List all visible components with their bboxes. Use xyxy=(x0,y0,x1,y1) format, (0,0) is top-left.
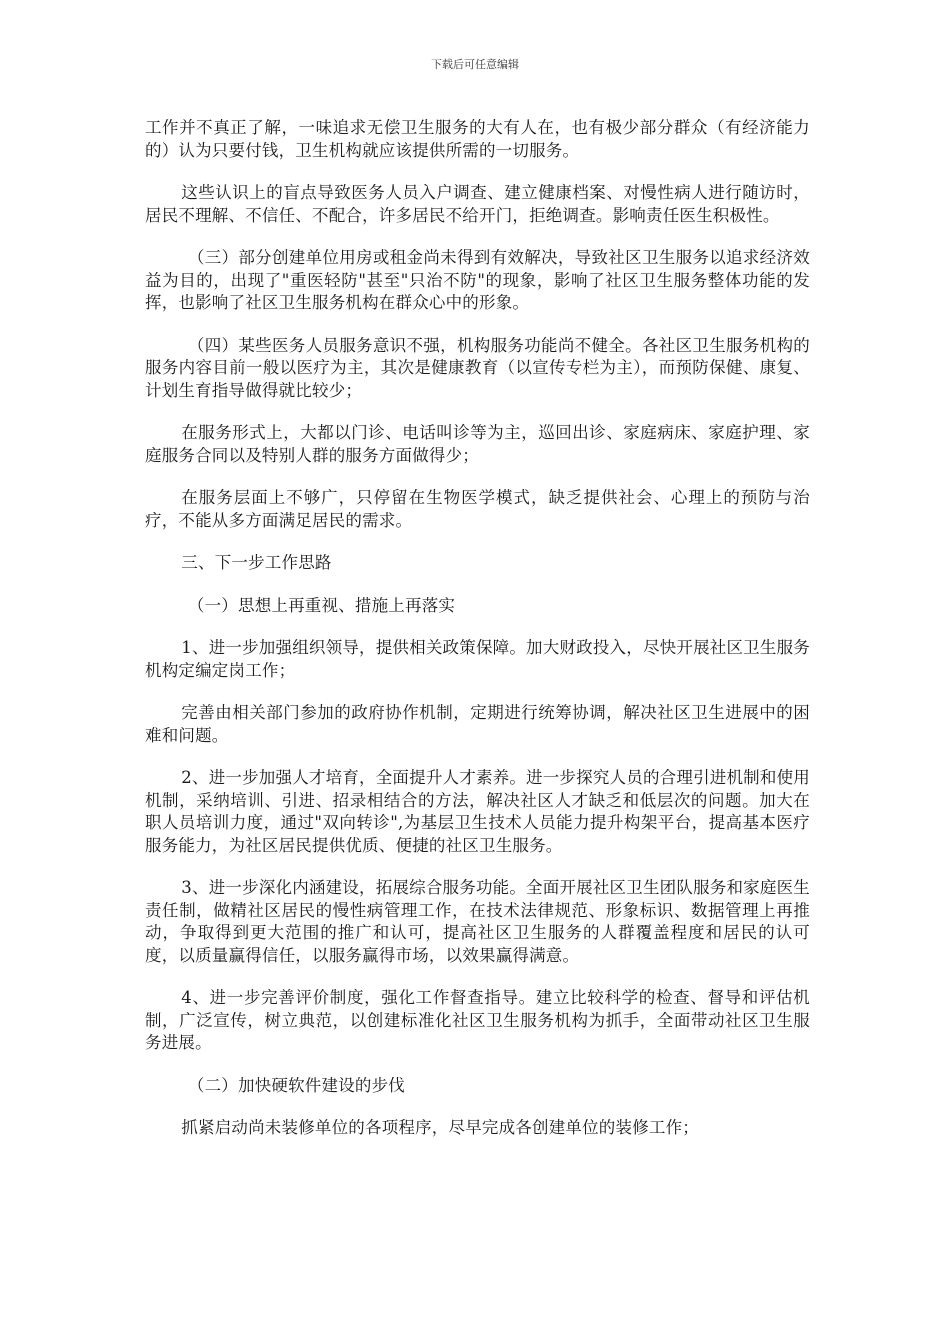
paragraph-item-1: 1、进一步加强组织领导，提供相关政策保障。加大财政投入，尽快开展社区卫生服务机构定编定岗工作； xyxy=(145,638,810,680)
paragraph-item-3: 3、进一步深化内涵建设，拓展综合服务功能。全面开展社区卫生团队服务和家庭医生责任制，做精社区居民的慢性病管理工作，在技术法律规范、形象标识、数据管理上再推动，争取得到更大范围的推广和认可，提高社区卫生服务的人群覆盖程度和居民的认可度，以质量赢得信任，以服务赢得市场，以效果赢得满意。 xyxy=(145,878,810,965)
document-body xyxy=(145,117,810,1160)
subsection-heading-1: （一）思想上再重视、措施上再落实 xyxy=(187,595,456,615)
paragraph-renovation: 抓紧启动尚未装修单位的各项程序，尽早完成各创建单位的装修工作； xyxy=(181,1118,699,1137)
paragraph-awareness-blindspots: 这些认识上的盲点导致医务人员入户调查、建立健康档案、对慢性病人进行随访时，居民不理解、不信任、不配合，许多居民不给开门，拒绝调查。影响责任医生积极性。 xyxy=(145,183,810,225)
paragraph-continued: 工作并不真正了解，一味追求无偿卫生服务的大有人在，也有极少部分群众（有经济能力的）认为只要付钱，卫生机构就应该提供所需的一切服务。 xyxy=(145,118,810,160)
paragraph-item-2: 2、进一步加强人才培育，全面提升人才素养。进一步探究人员的合理引进机制和使用机制，采纳培训、引进、招录相结合的方法，解决社区人才缺乏和低层次的问题。加大在职人员培训力度，通过"双向转诊",为基层卫生技术人员能力提升构架平台，提高基本医疗服务能力，为社区居民提供优质、便捷的社区卫生服务。 xyxy=(145,768,810,855)
paragraph-coordination: 完善由相关部门参加的政府协作机制，定期进行统筹协调，解决社区卫生进展中的困难和问题。 xyxy=(145,703,810,745)
paragraph-issue-3: （三）部分创建单位用房或租金尚未得到有效解决，导致社区卫生服务以追求经济效益为目的，出现了"重医轻防"甚至"只治不防"的现象，影响了社区卫生服务整体功能的发挥，也影响了社区卫生服务机构在群众心中的形象。 xyxy=(145,248,810,312)
header-note: 下载后可任意编辑 xyxy=(431,58,519,71)
section-heading-next-steps: 三、下一步工作思路 xyxy=(181,553,332,572)
paragraph-item-4: 4、进一步完善评价制度，强化工作督查指导。建立比较科学的检查、督导和评估机制，广泛宣传，树立典范，以创建标准化社区卫生服务机构为抓手，全面带动社区卫生服务进展。 xyxy=(145,988,810,1052)
paragraph-issue-4: （四）某些医务人员服务意识不强，机构服务功能尚不健全。各社区卫生服务机构的服务内容目前一般以医疗为主，其次是健康教育（以宣传专栏为主），而预防保健、康复、计划生育指导做得就比较少； xyxy=(145,335,810,400)
paragraph-service-level: 在服务层面上不够广，只停留在生物医学模式，缺乏提供社会、心理上的预防与治疗，不能从多方面满足居民的需求。 xyxy=(145,488,810,530)
subsection-heading-2: （二）加快硬软件建设的步伐 xyxy=(187,1075,405,1095)
paragraph-service-form: 在服务形式上，大都以门诊、电话叫诊等为主，巡回出诊、家庭病床、家庭护理、家庭服务合同以及特别人群的服务方面做得少； xyxy=(145,423,810,465)
